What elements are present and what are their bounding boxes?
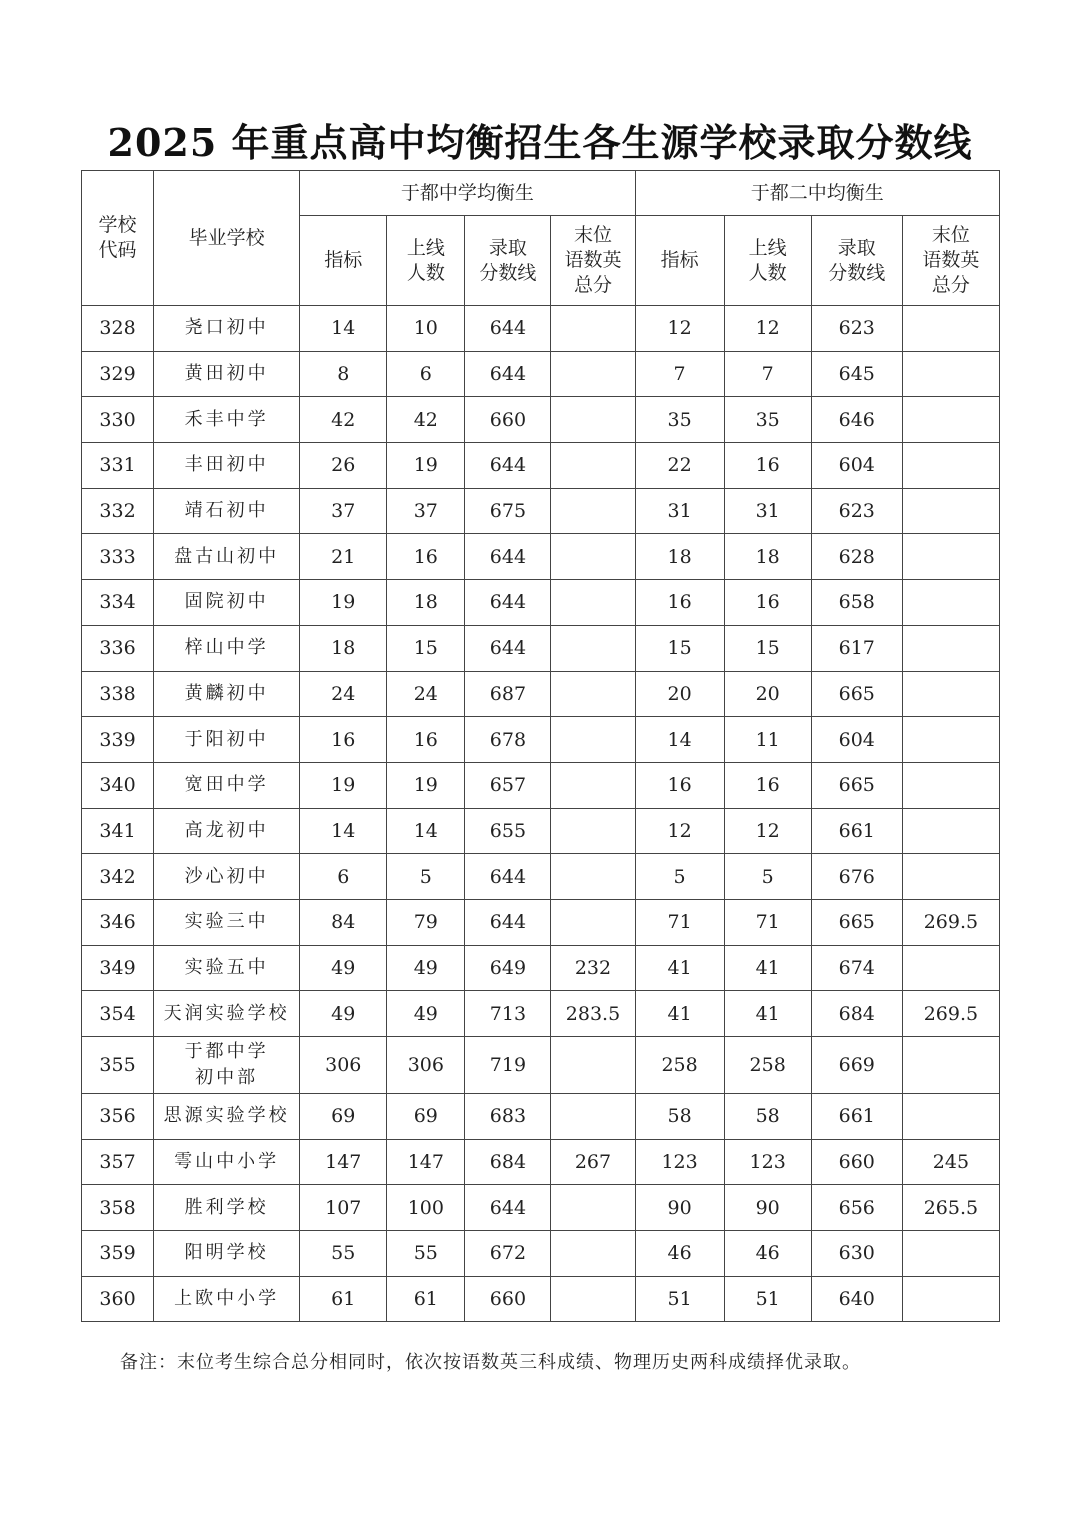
g2-cutoff-score-cell: 669 bbox=[811, 1037, 902, 1094]
table-row bbox=[82, 991, 1000, 1037]
g2-online-count-cell: 7 bbox=[724, 351, 811, 397]
header-group-yudu-second: 于都二中均衡生 bbox=[635, 171, 999, 216]
g1-last-total-cell bbox=[551, 1094, 635, 1140]
g1-last-total-cell bbox=[551, 1276, 635, 1322]
g1-cutoff-score-cell: 644 bbox=[465, 534, 551, 580]
table-row bbox=[82, 1139, 1000, 1185]
g2-last-total-cell bbox=[902, 488, 999, 534]
g2-online-count-cell: 31 bbox=[724, 488, 811, 534]
school-name-cell: 天润实验学校 bbox=[154, 991, 300, 1037]
school-name-cell: 禾丰中学 bbox=[154, 397, 300, 443]
g1-last-total-cell bbox=[551, 1231, 635, 1277]
g2-online-count-cell: 41 bbox=[724, 945, 811, 991]
g1-online-count-cell: 19 bbox=[387, 762, 465, 808]
g1-quota-cell: 18 bbox=[300, 625, 387, 671]
g2-quota-cell: 16 bbox=[635, 580, 724, 626]
footnote: 备注：末位考生综合总分相同时，依次按语数英三科成绩、物理历史两科成绩择优录取。 bbox=[120, 1352, 861, 1373]
g2-quota-cell: 7 bbox=[635, 351, 724, 397]
g1-last-total-cell bbox=[551, 671, 635, 717]
g2-online-count-cell: 5 bbox=[724, 854, 811, 900]
school-name-cell: 黄田初中 bbox=[154, 351, 300, 397]
g2-cutoff-score-cell: 656 bbox=[811, 1185, 902, 1231]
g1-online-count-cell: 15 bbox=[387, 625, 465, 671]
school-name-cell: 上欧中小学 bbox=[154, 1276, 300, 1322]
g1-online-count-cell: 69 bbox=[387, 1094, 465, 1140]
school-code-cell: 339 bbox=[82, 717, 154, 763]
g1-last-total-cell bbox=[551, 854, 635, 900]
g2-quota-cell: 123 bbox=[635, 1139, 724, 1185]
g2-cutoff-score-cell: 674 bbox=[811, 945, 902, 991]
g1-cutoff-score-cell: 678 bbox=[465, 717, 551, 763]
school-code-cell: 333 bbox=[82, 534, 154, 580]
g1-last-total-cell bbox=[551, 808, 635, 854]
header-group-yudu-high: 于都中学均衡生 bbox=[300, 171, 635, 216]
g2-online-count-cell: 123 bbox=[724, 1139, 811, 1185]
g1-cutoff-score-cell: 644 bbox=[465, 351, 551, 397]
g1-last-total-cell bbox=[551, 534, 635, 580]
table-row bbox=[82, 808, 1000, 854]
g2-online-count-cell: 71 bbox=[724, 899, 811, 945]
g1-online-count-cell: 10 bbox=[387, 306, 465, 352]
school-code-cell: 341 bbox=[82, 808, 154, 854]
g1-quota-cell: 61 bbox=[300, 1276, 387, 1322]
header-school-name: 毕业学校 bbox=[154, 171, 300, 306]
g1-last-total-cell bbox=[551, 762, 635, 808]
school-name-cell: 阳明学校 bbox=[154, 1231, 300, 1277]
school-code-cell: 328 bbox=[82, 306, 154, 352]
g2-online-count-cell: 258 bbox=[724, 1037, 811, 1094]
g1-cutoff-score-cell: 687 bbox=[465, 671, 551, 717]
g2-cutoff-score-cell: 684 bbox=[811, 991, 902, 1037]
g2-last-total-cell bbox=[902, 580, 999, 626]
table-body bbox=[82, 306, 1000, 1322]
g1-online-count-cell: 55 bbox=[387, 1231, 465, 1277]
g2-online-count-cell: 58 bbox=[724, 1094, 811, 1140]
g2-cutoff-score-cell: 630 bbox=[811, 1231, 902, 1277]
school-name-cell: 雩山中小学 bbox=[154, 1139, 300, 1185]
school-name-cell: 黄麟初中 bbox=[154, 671, 300, 717]
table-row bbox=[82, 1276, 1000, 1322]
g1-cutoff-score-cell: 644 bbox=[465, 443, 551, 489]
g2-quota-cell: 18 bbox=[635, 534, 724, 580]
g2-last-total-cell bbox=[902, 1094, 999, 1140]
table-row bbox=[82, 580, 1000, 626]
g2-quota-cell: 71 bbox=[635, 899, 724, 945]
g2-cutoff-score-cell: 665 bbox=[811, 899, 902, 945]
g1-cutoff-score-cell: 675 bbox=[465, 488, 551, 534]
school-name-cell: 尧口初中 bbox=[154, 306, 300, 352]
g2-last-total-cell bbox=[902, 808, 999, 854]
g1-last-total-cell bbox=[551, 899, 635, 945]
school-code-cell: 332 bbox=[82, 488, 154, 534]
header-g1-last-total: 末位 语数英 总分 bbox=[551, 216, 635, 306]
g2-online-count-cell: 41 bbox=[724, 991, 811, 1037]
g1-cutoff-score-cell: 644 bbox=[465, 854, 551, 900]
g2-cutoff-score-cell: 617 bbox=[811, 625, 902, 671]
g2-quota-cell: 22 bbox=[635, 443, 724, 489]
g2-quota-cell: 5 bbox=[635, 854, 724, 900]
g1-quota-cell: 26 bbox=[300, 443, 387, 489]
g2-cutoff-score-cell: 628 bbox=[811, 534, 902, 580]
g1-cutoff-score-cell: 683 bbox=[465, 1094, 551, 1140]
g1-last-total-cell bbox=[551, 443, 635, 489]
g2-quota-cell: 41 bbox=[635, 991, 724, 1037]
g1-quota-cell: 107 bbox=[300, 1185, 387, 1231]
table-row bbox=[82, 899, 1000, 945]
header-g2-quota: 指标 bbox=[635, 216, 724, 306]
g1-quota-cell: 19 bbox=[300, 580, 387, 626]
school-name-cell: 胜利学校 bbox=[154, 1185, 300, 1231]
g1-quota-cell: 49 bbox=[300, 991, 387, 1037]
g1-quota-cell: 14 bbox=[300, 808, 387, 854]
g1-quota-cell: 14 bbox=[300, 306, 387, 352]
g1-online-count-cell: 14 bbox=[387, 808, 465, 854]
g1-quota-cell: 16 bbox=[300, 717, 387, 763]
g1-online-count-cell: 49 bbox=[387, 991, 465, 1037]
school-code-cell: 359 bbox=[82, 1231, 154, 1277]
g1-online-count-cell: 6 bbox=[387, 351, 465, 397]
table-row bbox=[82, 762, 1000, 808]
g2-last-total-cell: 269.5 bbox=[902, 899, 999, 945]
g1-cutoff-score-cell: 660 bbox=[465, 397, 551, 443]
g2-last-total-cell bbox=[902, 854, 999, 900]
header-g2-last-total: 末位 语数英 总分 bbox=[902, 216, 999, 306]
g1-last-total-cell: 267 bbox=[551, 1139, 635, 1185]
g2-last-total-cell bbox=[902, 671, 999, 717]
g1-cutoff-score-cell: 644 bbox=[465, 625, 551, 671]
g1-quota-cell: 84 bbox=[300, 899, 387, 945]
g2-online-count-cell: 12 bbox=[724, 306, 811, 352]
g1-quota-cell: 37 bbox=[300, 488, 387, 534]
g2-last-total-cell bbox=[902, 945, 999, 991]
g2-online-count-cell: 18 bbox=[724, 534, 811, 580]
school-name-cell: 固院初中 bbox=[154, 580, 300, 626]
school-name-cell: 宽田中学 bbox=[154, 762, 300, 808]
school-name-cell: 于阳初中 bbox=[154, 717, 300, 763]
g2-online-count-cell: 16 bbox=[724, 580, 811, 626]
school-code-cell: 340 bbox=[82, 762, 154, 808]
g2-last-total-cell bbox=[902, 625, 999, 671]
g1-cutoff-score-cell: 719 bbox=[465, 1037, 551, 1094]
g2-online-count-cell: 90 bbox=[724, 1185, 811, 1231]
g2-quota-cell: 90 bbox=[635, 1185, 724, 1231]
school-name-cell: 于都中学 初中部 bbox=[154, 1037, 300, 1094]
g1-last-total-cell bbox=[551, 351, 635, 397]
g1-quota-cell: 42 bbox=[300, 397, 387, 443]
school-name-cell: 靖石初中 bbox=[154, 488, 300, 534]
g1-cutoff-score-cell: 684 bbox=[465, 1139, 551, 1185]
admission-score-table bbox=[81, 170, 1000, 1322]
g1-last-total-cell bbox=[551, 397, 635, 443]
g1-last-total-cell bbox=[551, 488, 635, 534]
g2-quota-cell: 12 bbox=[635, 808, 724, 854]
g1-cutoff-score-cell: 644 bbox=[465, 1185, 551, 1231]
g1-last-total-cell bbox=[551, 717, 635, 763]
g1-cutoff-score-cell: 672 bbox=[465, 1231, 551, 1277]
school-code-cell: 358 bbox=[82, 1185, 154, 1231]
school-code-cell: 336 bbox=[82, 625, 154, 671]
table-row bbox=[82, 443, 1000, 489]
school-name-cell: 思源实验学校 bbox=[154, 1094, 300, 1140]
table-row bbox=[82, 625, 1000, 671]
g2-quota-cell: 12 bbox=[635, 306, 724, 352]
g2-last-total-cell bbox=[902, 717, 999, 763]
g2-cutoff-score-cell: 645 bbox=[811, 351, 902, 397]
table-row bbox=[82, 397, 1000, 443]
school-code-cell: 355 bbox=[82, 1037, 154, 1094]
school-code-cell: 357 bbox=[82, 1139, 154, 1185]
g2-cutoff-score-cell: 604 bbox=[811, 443, 902, 489]
g2-online-count-cell: 16 bbox=[724, 443, 811, 489]
header-g1-quota: 指标 bbox=[300, 216, 387, 306]
g1-last-total-cell bbox=[551, 580, 635, 626]
g1-quota-cell: 306 bbox=[300, 1037, 387, 1094]
g1-online-count-cell: 42 bbox=[387, 397, 465, 443]
g1-quota-cell: 69 bbox=[300, 1094, 387, 1140]
g1-last-total-cell: 283.5 bbox=[551, 991, 635, 1037]
g1-quota-cell: 19 bbox=[300, 762, 387, 808]
school-name-cell: 实验五中 bbox=[154, 945, 300, 991]
g2-online-count-cell: 11 bbox=[724, 717, 811, 763]
g1-cutoff-score-cell: 644 bbox=[465, 580, 551, 626]
table-row bbox=[82, 1231, 1000, 1277]
school-code-cell: 342 bbox=[82, 854, 154, 900]
g1-online-count-cell: 100 bbox=[387, 1185, 465, 1231]
table-row bbox=[82, 945, 1000, 991]
g2-quota-cell: 41 bbox=[635, 945, 724, 991]
g2-online-count-cell: 15 bbox=[724, 625, 811, 671]
g1-online-count-cell: 61 bbox=[387, 1276, 465, 1322]
table-row bbox=[82, 671, 1000, 717]
g2-cutoff-score-cell: 661 bbox=[811, 1094, 902, 1140]
g1-online-count-cell: 306 bbox=[387, 1037, 465, 1094]
g2-quota-cell: 31 bbox=[635, 488, 724, 534]
g2-online-count-cell: 46 bbox=[724, 1231, 811, 1277]
g2-quota-cell: 16 bbox=[635, 762, 724, 808]
table-row bbox=[82, 1037, 1000, 1094]
g1-quota-cell: 147 bbox=[300, 1139, 387, 1185]
school-name-cell: 梓山中学 bbox=[154, 625, 300, 671]
g1-quota-cell: 55 bbox=[300, 1231, 387, 1277]
school-code-cell: 360 bbox=[82, 1276, 154, 1322]
g2-last-total-cell bbox=[902, 306, 999, 352]
g2-cutoff-score-cell: 646 bbox=[811, 397, 902, 443]
g2-cutoff-score-cell: 661 bbox=[811, 808, 902, 854]
header-g1-cutoff: 录取 分数线 bbox=[465, 216, 551, 306]
g1-online-count-cell: 16 bbox=[387, 534, 465, 580]
school-code-cell: 349 bbox=[82, 945, 154, 991]
g1-online-count-cell: 16 bbox=[387, 717, 465, 763]
school-code-cell: 334 bbox=[82, 580, 154, 626]
g2-cutoff-score-cell: 623 bbox=[811, 306, 902, 352]
g2-quota-cell: 20 bbox=[635, 671, 724, 717]
school-code-cell: 354 bbox=[82, 991, 154, 1037]
g2-cutoff-score-cell: 604 bbox=[811, 717, 902, 763]
header-g2-cutoff: 录取 分数线 bbox=[811, 216, 902, 306]
g1-quota-cell: 8 bbox=[300, 351, 387, 397]
g1-last-total-cell bbox=[551, 1185, 635, 1231]
g2-online-count-cell: 35 bbox=[724, 397, 811, 443]
g2-cutoff-score-cell: 665 bbox=[811, 671, 902, 717]
g2-cutoff-score-cell: 660 bbox=[811, 1139, 902, 1185]
g2-last-total-cell bbox=[902, 397, 999, 443]
school-code-cell: 338 bbox=[82, 671, 154, 717]
school-name-cell: 实验三中 bbox=[154, 899, 300, 945]
g1-online-count-cell: 79 bbox=[387, 899, 465, 945]
page-title: 2025 年重点高中均衡招生各生源学校录取分数线 bbox=[107, 120, 973, 165]
g1-quota-cell: 49 bbox=[300, 945, 387, 991]
table-row bbox=[82, 534, 1000, 580]
g2-cutoff-score-cell: 676 bbox=[811, 854, 902, 900]
g2-online-count-cell: 51 bbox=[724, 1276, 811, 1322]
school-name-cell: 丰田初中 bbox=[154, 443, 300, 489]
header-g2-online: 上线 人数 bbox=[724, 216, 811, 306]
school-name-cell: 盘古山初中 bbox=[154, 534, 300, 580]
table-row bbox=[82, 351, 1000, 397]
g2-cutoff-score-cell: 658 bbox=[811, 580, 902, 626]
table-row bbox=[82, 1185, 1000, 1231]
g1-online-count-cell: 24 bbox=[387, 671, 465, 717]
g2-last-total-cell bbox=[902, 762, 999, 808]
g2-quota-cell: 15 bbox=[635, 625, 724, 671]
g1-online-count-cell: 37 bbox=[387, 488, 465, 534]
g1-cutoff-score-cell: 657 bbox=[465, 762, 551, 808]
table-row bbox=[82, 306, 1000, 352]
g1-cutoff-score-cell: 644 bbox=[465, 899, 551, 945]
school-code-cell: 356 bbox=[82, 1094, 154, 1140]
table-row bbox=[82, 854, 1000, 900]
g1-quota-cell: 6 bbox=[300, 854, 387, 900]
table-row bbox=[82, 488, 1000, 534]
g1-last-total-cell bbox=[551, 1037, 635, 1094]
g2-quota-cell: 46 bbox=[635, 1231, 724, 1277]
g1-last-total-cell bbox=[551, 306, 635, 352]
g2-last-total-cell bbox=[902, 1231, 999, 1277]
g1-cutoff-score-cell: 649 bbox=[465, 945, 551, 991]
header-g1-online: 上线 人数 bbox=[387, 216, 465, 306]
g2-quota-cell: 35 bbox=[635, 397, 724, 443]
g2-quota-cell: 14 bbox=[635, 717, 724, 763]
header-school-code: 学校 代码 bbox=[82, 171, 154, 306]
table-row bbox=[82, 717, 1000, 763]
g2-last-total-cell bbox=[902, 1037, 999, 1094]
g2-cutoff-score-cell: 665 bbox=[811, 762, 902, 808]
g2-last-total-cell bbox=[902, 534, 999, 580]
g2-cutoff-score-cell: 623 bbox=[811, 488, 902, 534]
school-code-cell: 329 bbox=[82, 351, 154, 397]
g1-cutoff-score-cell: 660 bbox=[465, 1276, 551, 1322]
school-code-cell: 330 bbox=[82, 397, 154, 443]
g1-last-total-cell bbox=[551, 625, 635, 671]
g1-cutoff-score-cell: 713 bbox=[465, 991, 551, 1037]
g1-quota-cell: 24 bbox=[300, 671, 387, 717]
g2-cutoff-score-cell: 640 bbox=[811, 1276, 902, 1322]
g1-online-count-cell: 18 bbox=[387, 580, 465, 626]
g2-quota-cell: 258 bbox=[635, 1037, 724, 1094]
g2-last-total-cell: 245 bbox=[902, 1139, 999, 1185]
table-row bbox=[82, 1094, 1000, 1140]
g1-quota-cell: 21 bbox=[300, 534, 387, 580]
g2-online-count-cell: 16 bbox=[724, 762, 811, 808]
school-name-cell: 高龙初中 bbox=[154, 808, 300, 854]
g1-cutoff-score-cell: 655 bbox=[465, 808, 551, 854]
g2-last-total-cell bbox=[902, 443, 999, 489]
g2-last-total-cell: 265.5 bbox=[902, 1185, 999, 1231]
g1-online-count-cell: 19 bbox=[387, 443, 465, 489]
g1-online-count-cell: 5 bbox=[387, 854, 465, 900]
school-code-cell: 331 bbox=[82, 443, 154, 489]
g2-online-count-cell: 12 bbox=[724, 808, 811, 854]
g2-quota-cell: 58 bbox=[635, 1094, 724, 1140]
g2-last-total-cell bbox=[902, 351, 999, 397]
g2-last-total-cell bbox=[902, 1276, 999, 1322]
school-code-cell: 346 bbox=[82, 899, 154, 945]
g2-last-total-cell: 269.5 bbox=[902, 991, 999, 1037]
g2-quota-cell: 51 bbox=[635, 1276, 724, 1322]
g2-online-count-cell: 20 bbox=[724, 671, 811, 717]
g1-last-total-cell: 232 bbox=[551, 945, 635, 991]
g1-online-count-cell: 49 bbox=[387, 945, 465, 991]
g1-cutoff-score-cell: 644 bbox=[465, 306, 551, 352]
g1-online-count-cell: 147 bbox=[387, 1139, 465, 1185]
school-name-cell: 沙心初中 bbox=[154, 854, 300, 900]
